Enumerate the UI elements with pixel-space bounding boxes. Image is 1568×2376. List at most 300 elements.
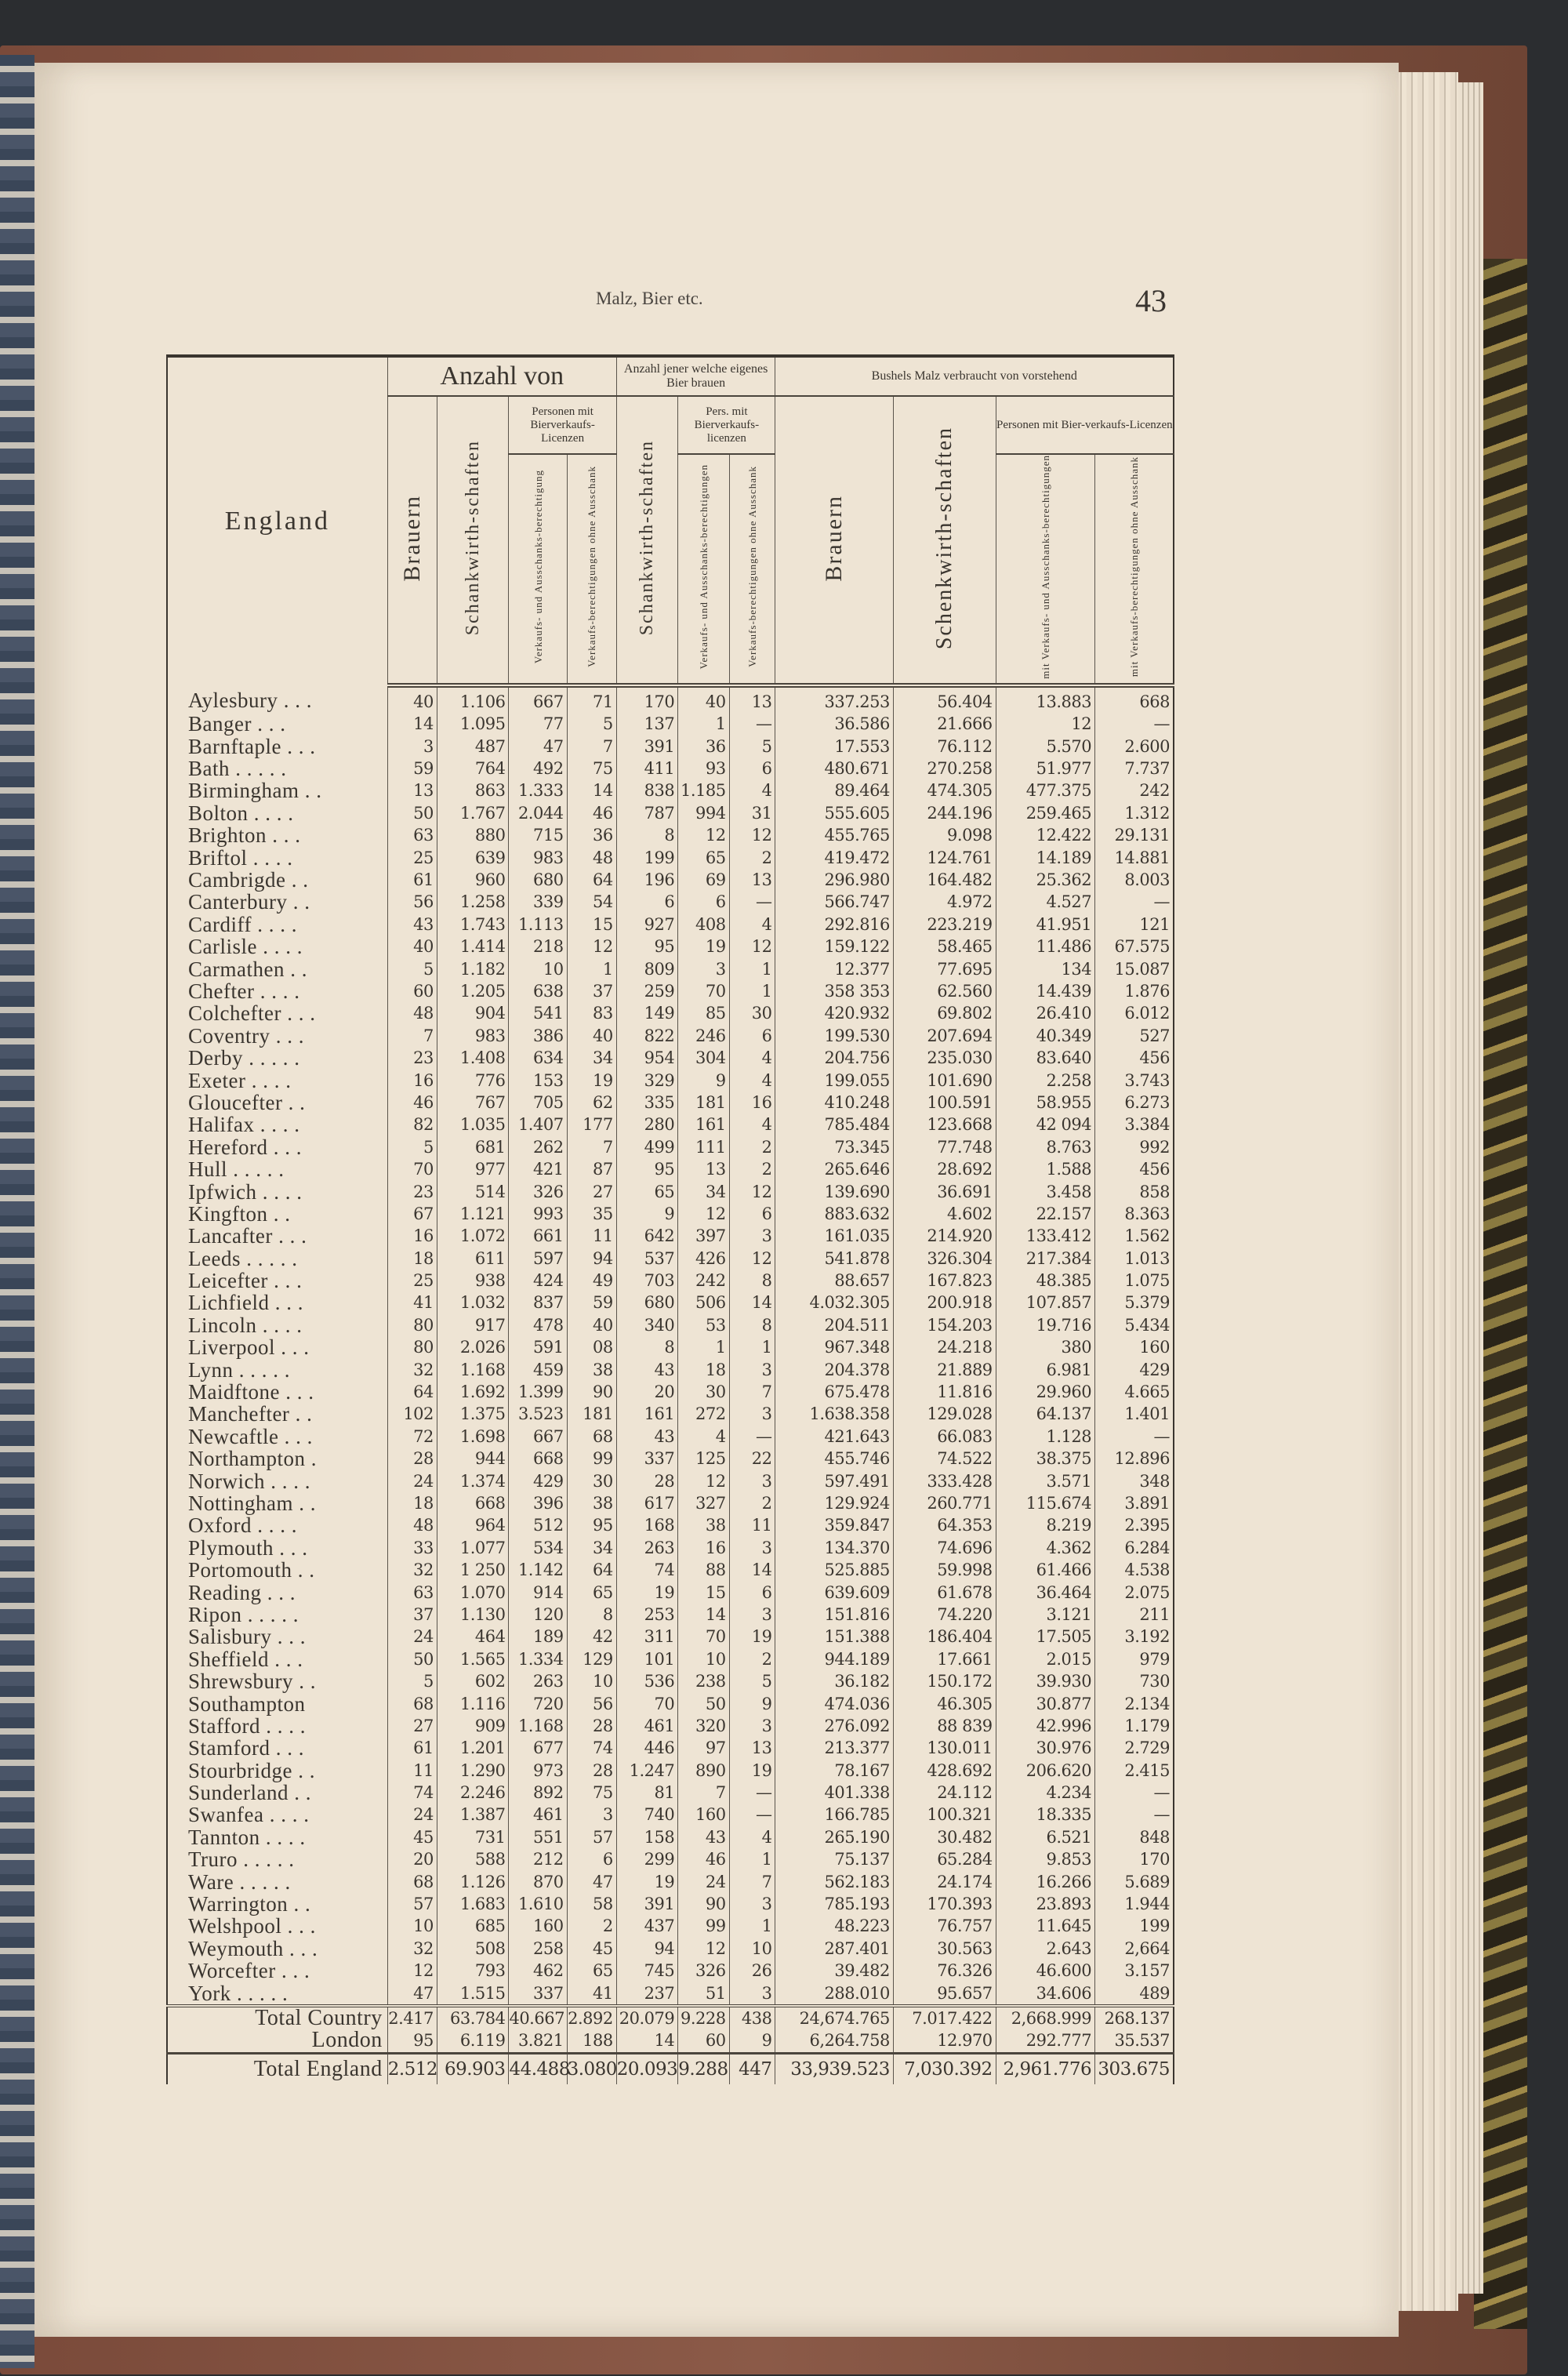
table-row bbox=[167, 1470, 1174, 1491]
table-cell: 11 bbox=[729, 1514, 775, 1536]
row-label: Kingfton . . bbox=[167, 1203, 387, 1225]
table-cell: 2 bbox=[729, 1492, 775, 1514]
table-cell: 667 bbox=[509, 1426, 567, 1448]
table-cell: 199.055 bbox=[775, 1069, 893, 1091]
table-cell: 56 bbox=[567, 1692, 616, 1714]
table-cell: 43 bbox=[616, 1426, 677, 1448]
table-cell: 1.185 bbox=[678, 779, 729, 801]
table-cell: 12 bbox=[678, 1203, 729, 1225]
table-cell: 42.996 bbox=[996, 1715, 1094, 1737]
table-cell: 715 bbox=[509, 824, 567, 846]
table-cell: 64.353 bbox=[893, 1514, 996, 1536]
table-cell: 464 bbox=[437, 1626, 509, 1648]
table-cell: 1 bbox=[729, 1915, 775, 1937]
table-cell: 1.698 bbox=[437, 1426, 509, 1448]
row-label: Sunderland . . bbox=[167, 1782, 387, 1804]
table-cell: 944 bbox=[437, 1448, 509, 1470]
table-cell: 12.970 bbox=[893, 2029, 996, 2053]
table-cell: 30 bbox=[729, 1002, 775, 1024]
table-cell: 88 bbox=[678, 1559, 729, 1581]
row-label: Leicefter . . . bbox=[167, 1270, 387, 1292]
table-cell: 668 bbox=[437, 1492, 509, 1514]
table-cell: 199.530 bbox=[775, 1025, 893, 1047]
table-cell: 62.560 bbox=[893, 980, 996, 1002]
row-label: Manchefter . . bbox=[167, 1403, 387, 1425]
table-cell: 477.375 bbox=[996, 779, 1094, 801]
table-cell: 551 bbox=[509, 1826, 567, 1848]
table-cell: 1.247 bbox=[616, 1759, 677, 1781]
table-cell: 508 bbox=[437, 1938, 509, 1960]
table-cell: 512 bbox=[509, 1514, 567, 1536]
table-cell: 2.075 bbox=[1095, 1581, 1174, 1603]
table-cell: 23.893 bbox=[996, 1893, 1094, 1915]
table-cell: 745 bbox=[616, 1960, 677, 1982]
table-cell: 944.189 bbox=[775, 1648, 893, 1670]
table-cell: 154.203 bbox=[893, 1314, 996, 1336]
table-cell: 58.955 bbox=[996, 1092, 1094, 1114]
table-cell: 51.977 bbox=[996, 757, 1094, 779]
table-cell: 263 bbox=[616, 1537, 677, 1559]
column-header-verkaufs-ausschank: Verkaufs- und Ausschanks-berechtigung bbox=[509, 454, 567, 685]
table-cell: 4.032.305 bbox=[775, 1292, 893, 1313]
table-row bbox=[167, 1203, 1174, 1225]
table-cell: 5 bbox=[387, 1136, 437, 1158]
table-cell: 809 bbox=[616, 957, 677, 979]
table-cell: 164.482 bbox=[893, 869, 996, 891]
table-cell: 129 bbox=[567, 1648, 616, 1670]
table-cell: 668 bbox=[509, 1448, 567, 1470]
table-cell: 6.012 bbox=[1095, 1002, 1174, 1024]
row-label: Birmingham . . bbox=[167, 779, 387, 801]
table-cell: 158 bbox=[616, 1826, 677, 1848]
table-cell: 740 bbox=[616, 1804, 677, 1826]
row-label: Total England bbox=[167, 2053, 387, 2084]
table-cell: 65 bbox=[616, 1180, 677, 1202]
table-row bbox=[167, 1514, 1174, 1536]
table-cell: 456 bbox=[1095, 1047, 1174, 1069]
table-cell: 124.761 bbox=[893, 846, 996, 868]
table-cell: 133.412 bbox=[996, 1225, 1094, 1247]
table-cell: 537 bbox=[616, 1248, 677, 1270]
table-cell: 139.690 bbox=[775, 1180, 893, 1202]
table-cell: 204.378 bbox=[775, 1358, 893, 1380]
table-cell: 13 bbox=[729, 869, 775, 891]
table-cell: 26 bbox=[729, 1960, 775, 1982]
row-label: Portomouth . . bbox=[167, 1559, 387, 1581]
table-cell: 41 bbox=[387, 1292, 437, 1313]
table-cell: 199 bbox=[1095, 1915, 1174, 1937]
table-cell: 34 bbox=[567, 1047, 616, 1069]
table-cell: 65 bbox=[678, 846, 729, 868]
table-cell: 3 bbox=[729, 1537, 775, 1559]
page-stack bbox=[1396, 72, 1458, 2311]
table-cell: 562.183 bbox=[775, 1870, 893, 1892]
table-cell: 69 bbox=[678, 869, 729, 891]
table-cell: 30.563 bbox=[893, 1938, 996, 1960]
table-cell: 23 bbox=[387, 1047, 437, 1069]
table-cell: 4.665 bbox=[1095, 1381, 1174, 1403]
table-cell: 28 bbox=[567, 1715, 616, 1737]
table-cell: 83 bbox=[567, 1002, 616, 1024]
table-cell: 326.304 bbox=[893, 1248, 996, 1270]
table-cell: 276.092 bbox=[775, 1715, 893, 1737]
table-cell: 1.035 bbox=[437, 1114, 509, 1135]
table-cell: 1.205 bbox=[437, 980, 509, 1002]
table-row bbox=[167, 1114, 1174, 1135]
table-cell: 617 bbox=[616, 1492, 677, 1514]
table-cell: 76.757 bbox=[893, 1915, 996, 1937]
table-cell: 2,668.999 bbox=[996, 2006, 1094, 2029]
table-cell: 177 bbox=[567, 1114, 616, 1135]
table-cell: 8 bbox=[729, 1314, 775, 1336]
table-cell: 4 bbox=[729, 779, 775, 801]
table-cell: 20 bbox=[387, 1848, 437, 1870]
table-cell: 77.695 bbox=[893, 957, 996, 979]
table-cell: 359.847 bbox=[775, 1514, 893, 1536]
table-cell: 43 bbox=[616, 1358, 677, 1380]
table-cell: 6 bbox=[616, 891, 677, 913]
table-cell: 7.737 bbox=[1095, 757, 1174, 779]
table-cell: 424 bbox=[509, 1270, 567, 1292]
table-cell: 337 bbox=[509, 1982, 567, 2005]
statistics-table-container bbox=[166, 354, 1174, 2084]
table-cell: 50 bbox=[387, 802, 437, 824]
table-cell: 12 bbox=[387, 1960, 437, 1982]
table-row bbox=[167, 1002, 1174, 1024]
table-cell: 60 bbox=[387, 980, 437, 1002]
table-cell: 5 bbox=[387, 1670, 437, 1692]
group-header-bushels-malz: Bushels Malz verbraucht von vorstehend bbox=[775, 356, 1174, 396]
table-row bbox=[167, 869, 1174, 891]
table-cell: 263 bbox=[509, 1670, 567, 1692]
table-cell: 340 bbox=[616, 1314, 677, 1336]
table-cell: 288.010 bbox=[775, 1982, 893, 2005]
table-cell: 30 bbox=[567, 1470, 616, 1491]
table-cell: 2,961.776 bbox=[996, 2053, 1094, 2084]
table-cell: 1.683 bbox=[437, 1893, 509, 1915]
table-cell: 639 bbox=[437, 846, 509, 868]
running-head: Malz, Bier etc. bbox=[596, 289, 703, 308]
table-cell: 64 bbox=[567, 869, 616, 891]
table-cell: 74 bbox=[616, 1559, 677, 1581]
table-cell: 259 bbox=[616, 980, 677, 1002]
table-cell: 10 bbox=[509, 957, 567, 979]
table-cell: 196 bbox=[616, 869, 677, 891]
table-row bbox=[167, 1403, 1174, 1425]
page-stack-outer bbox=[1458, 82, 1483, 2294]
row-label: Newcaftle . . . bbox=[167, 1426, 387, 1448]
table-cell: 100.591 bbox=[893, 1092, 996, 1114]
table-cell: 35.537 bbox=[1095, 2029, 1174, 2053]
table-cell: 870 bbox=[509, 1870, 567, 1892]
table-row bbox=[167, 757, 1174, 779]
table-cell: 917 bbox=[437, 1314, 509, 1336]
table-cell: 391 bbox=[616, 736, 677, 757]
table-cell: 35 bbox=[567, 1203, 616, 1225]
table-cell: 149 bbox=[616, 1002, 677, 1024]
table-cell: 238 bbox=[678, 1670, 729, 1692]
table-cell: 161 bbox=[678, 1114, 729, 1135]
column-header-schankwirthschaften: Schankwirth-schaften bbox=[437, 396, 509, 685]
table-cell: — bbox=[729, 891, 775, 913]
table-row bbox=[167, 1893, 1174, 1915]
table-cell: 6.521 bbox=[996, 1826, 1094, 1848]
table-cell: 8.003 bbox=[1095, 869, 1174, 891]
table-cell: 58.465 bbox=[893, 936, 996, 957]
table-cell: 30.877 bbox=[996, 1692, 1094, 1714]
row-label: Plymouth . . . bbox=[167, 1537, 387, 1559]
table-cell: 123.668 bbox=[893, 1114, 996, 1135]
table-cell: 200.918 bbox=[893, 1292, 996, 1313]
table-cell: 7 bbox=[567, 1136, 616, 1158]
table-cell: 9.853 bbox=[996, 1848, 1094, 1870]
table-cell: 34.606 bbox=[996, 1982, 1094, 2005]
table-cell: 46 bbox=[567, 802, 616, 824]
table-cell: 1 bbox=[729, 1848, 775, 1870]
table-cell: 10 bbox=[567, 1670, 616, 1692]
table-cell: 438 bbox=[729, 2006, 775, 2029]
table-cell: 258 bbox=[509, 1938, 567, 1960]
table-cell: 2 bbox=[729, 846, 775, 868]
table-cell: 880 bbox=[437, 824, 509, 846]
table-cell: 661 bbox=[509, 1225, 567, 1247]
table-cell: 48.223 bbox=[775, 1915, 893, 1937]
table-cell: 1.290 bbox=[437, 1759, 509, 1781]
table-row bbox=[167, 1158, 1174, 1180]
row-label: Hull . . . . . bbox=[167, 1158, 387, 1180]
table-cell: 680 bbox=[616, 1292, 677, 1313]
table-cell: 259.465 bbox=[996, 802, 1094, 824]
table-cell: 13 bbox=[387, 779, 437, 801]
table-cell: 213.377 bbox=[775, 1737, 893, 1759]
table-cell: 421.643 bbox=[775, 1426, 893, 1448]
table-cell: 206.620 bbox=[996, 1759, 1094, 1781]
row-label: Ware . . . . . bbox=[167, 1870, 387, 1892]
table-cell: 53 bbox=[678, 1314, 729, 1336]
table-row bbox=[167, 980, 1174, 1002]
table-cell: 764 bbox=[437, 757, 509, 779]
table-cell: 56.404 bbox=[893, 685, 996, 713]
table-cell: 386 bbox=[509, 1025, 567, 1047]
table-cell: 1.638.358 bbox=[775, 1403, 893, 1425]
table-cell: — bbox=[729, 1804, 775, 1826]
table-cell: 1.106 bbox=[437, 685, 509, 713]
table-cell: 60 bbox=[678, 2029, 729, 2053]
table-row bbox=[167, 1448, 1174, 1470]
table-row bbox=[167, 1136, 1174, 1158]
table-cell: — bbox=[729, 1782, 775, 1804]
table-cell: 212 bbox=[509, 1848, 567, 1870]
table-cell: 474.305 bbox=[893, 779, 996, 801]
table-cell: 287.401 bbox=[775, 1938, 893, 1960]
row-label: Worcefter . . . bbox=[167, 1960, 387, 1982]
table-cell: 204.756 bbox=[775, 1047, 893, 1069]
table-cell: 207.694 bbox=[893, 1025, 996, 1047]
table-cell: 37 bbox=[387, 1604, 437, 1626]
table-cell: 292.816 bbox=[775, 914, 893, 936]
table-cell: 42 094 bbox=[996, 1114, 1094, 1135]
table-cell: 38 bbox=[567, 1358, 616, 1380]
row-label: Aylesbury . . . bbox=[167, 685, 387, 713]
table-cell: 74 bbox=[567, 1737, 616, 1759]
table-cell: — bbox=[1095, 891, 1174, 913]
table-cell: 168 bbox=[616, 1514, 677, 1536]
table-cell: 23 bbox=[387, 1180, 437, 1202]
table-cell: 1.128 bbox=[996, 1426, 1094, 1448]
table-row bbox=[167, 1092, 1174, 1114]
table-cell: 8.363 bbox=[1095, 1203, 1174, 1225]
table-row bbox=[167, 1626, 1174, 1648]
table-cell: 541 bbox=[509, 1002, 567, 1024]
table-cell: 1.095 bbox=[437, 713, 509, 735]
table-cell: 120 bbox=[509, 1604, 567, 1626]
table-cell: 1.312 bbox=[1095, 802, 1174, 824]
row-label: Barnftaple . . . bbox=[167, 736, 387, 757]
table-cell: 967.348 bbox=[775, 1336, 893, 1358]
table-cell: 11 bbox=[387, 1759, 437, 1781]
table-cell: 64.137 bbox=[996, 1403, 1094, 1425]
table-cell: 1.692 bbox=[437, 1381, 509, 1403]
table-cell: 73.345 bbox=[775, 1136, 893, 1158]
table-cell: 30.976 bbox=[996, 1737, 1094, 1759]
table-cell: 358 353 bbox=[775, 980, 893, 1002]
table-row bbox=[167, 1670, 1174, 1692]
table-cell: 9.098 bbox=[893, 824, 996, 846]
table-cell: 397 bbox=[678, 1225, 729, 1247]
table-cell: 95 bbox=[387, 2029, 437, 2053]
row-label: Canterbury . . bbox=[167, 891, 387, 913]
row-label: Weymouth . . . bbox=[167, 1938, 387, 1960]
table-row bbox=[167, 1581, 1174, 1603]
table-cell: 129.028 bbox=[893, 1403, 996, 1425]
table-cell: 40 bbox=[387, 685, 437, 713]
table-cell: 32 bbox=[387, 1358, 437, 1380]
table-cell: 11.816 bbox=[893, 1381, 996, 1403]
row-label: Carlisle . . . . bbox=[167, 936, 387, 957]
table-cell: 160 bbox=[678, 1804, 729, 1826]
table-cell: 87 bbox=[567, 1158, 616, 1180]
table-cell: 1.407 bbox=[509, 1114, 567, 1135]
table-cell: 3.523 bbox=[509, 1403, 567, 1425]
table-cell: 2.026 bbox=[437, 1336, 509, 1358]
table-cell: 1 bbox=[729, 1336, 775, 1358]
table-cell: 19 bbox=[616, 1581, 677, 1603]
table-cell: 1.565 bbox=[437, 1648, 509, 1670]
table-cell: 787 bbox=[616, 802, 677, 824]
table-cell: 14.881 bbox=[1095, 846, 1174, 868]
table-cell: 111 bbox=[678, 1136, 729, 1158]
table-cell: 10 bbox=[678, 1648, 729, 1670]
table-cell: 2.417 bbox=[387, 2006, 437, 2029]
table-cell: 15.087 bbox=[1095, 957, 1174, 979]
table-cell: 1.077 bbox=[437, 1537, 509, 1559]
table-cell: 588 bbox=[437, 1848, 509, 1870]
table-cell: 2.044 bbox=[509, 802, 567, 824]
table-cell: 16 bbox=[678, 1537, 729, 1559]
table-cell: 39.482 bbox=[775, 1960, 893, 1982]
row-label: Lynn . . . . . bbox=[167, 1358, 387, 1380]
table-cell: 24 bbox=[678, 1870, 729, 1892]
table-cell: 33,939.523 bbox=[775, 2053, 893, 2084]
table-cell: 437 bbox=[616, 1915, 677, 1937]
table-cell: 3.080 bbox=[567, 2053, 616, 2084]
table-cell: 33 bbox=[387, 1537, 437, 1559]
table-cell: 420.932 bbox=[775, 1002, 893, 1024]
table-cell: 38.375 bbox=[996, 1448, 1094, 1470]
table-cell: 634 bbox=[509, 1047, 567, 1069]
table-row bbox=[167, 1336, 1174, 1358]
table-cell: 81 bbox=[616, 1782, 677, 1804]
row-label: Swanfea . . . . bbox=[167, 1804, 387, 1826]
table-cell: 1.414 bbox=[437, 936, 509, 957]
table-cell: 705 bbox=[509, 1092, 567, 1114]
table-cell: 428.692 bbox=[893, 1759, 996, 1781]
table-row bbox=[167, 957, 1174, 979]
table-cell: 70 bbox=[616, 1692, 677, 1714]
table-cell: 992 bbox=[1095, 1136, 1174, 1158]
table-cell: 1.588 bbox=[996, 1158, 1094, 1180]
table-row bbox=[167, 1069, 1174, 1091]
table-cell: 65 bbox=[567, 1960, 616, 1982]
table-cell: 31 bbox=[729, 802, 775, 824]
london-row bbox=[167, 2029, 1174, 2053]
table-cell: 16.266 bbox=[996, 1870, 1094, 1892]
table-cell: 134.370 bbox=[775, 1537, 893, 1559]
table-cell: 1.121 bbox=[437, 1203, 509, 1225]
table-cell: 80 bbox=[387, 1314, 437, 1336]
table-cell: 675.478 bbox=[775, 1381, 893, 1403]
table-cell: 13.883 bbox=[996, 685, 1094, 713]
row-label: Sheffield . . . bbox=[167, 1648, 387, 1670]
table-row bbox=[167, 1782, 1174, 1804]
table-cell: 95 bbox=[616, 936, 677, 957]
row-label: Halifax . . . . bbox=[167, 1114, 387, 1135]
table-cell: 1.032 bbox=[437, 1292, 509, 1313]
table-cell: 461 bbox=[616, 1715, 677, 1737]
row-label: Ipfwich . . . . bbox=[167, 1180, 387, 1202]
table-cell: 70 bbox=[678, 980, 729, 1002]
column-header-mit-verkaufs-ausschank: mit Verkaufs- und Ausschanks-berechtigungen bbox=[996, 454, 1094, 685]
table-cell: 211 bbox=[1095, 1604, 1174, 1626]
table-cell: 24,674.765 bbox=[775, 2006, 893, 2029]
total-country-row bbox=[167, 2006, 1174, 2029]
table-cell: 69.802 bbox=[893, 1002, 996, 1024]
table-cell: 49 bbox=[567, 1270, 616, 1292]
table-cell: 246 bbox=[678, 1025, 729, 1047]
table-cell: 938 bbox=[437, 1270, 509, 1292]
group-header-eigenes-bier: Anzahl jener welche eigenes Bier brauen bbox=[616, 356, 775, 396]
table-cell: 1.126 bbox=[437, 1870, 509, 1892]
table-cell: 36 bbox=[678, 736, 729, 757]
table-row bbox=[167, 1915, 1174, 1937]
table-cell: 75 bbox=[567, 1782, 616, 1804]
table-cell: 101.690 bbox=[893, 1069, 996, 1091]
table-cell: 37 bbox=[567, 980, 616, 1002]
table-cell: — bbox=[1095, 1782, 1174, 1804]
table-cell: 14.189 bbox=[996, 846, 1094, 868]
table-cell: 129.924 bbox=[775, 1492, 893, 1514]
table-cell: 3 bbox=[729, 1403, 775, 1425]
table-cell: 534 bbox=[509, 1537, 567, 1559]
table-cell: 262 bbox=[509, 1136, 567, 1158]
table-cell: 160 bbox=[509, 1915, 567, 1937]
row-label: Stamford . . . bbox=[167, 1737, 387, 1759]
table-cell: 514 bbox=[437, 1180, 509, 1202]
table-cell: 36.586 bbox=[775, 713, 893, 735]
table-cell: 265.646 bbox=[775, 1158, 893, 1180]
table-cell: 446 bbox=[616, 1737, 677, 1759]
table-cell: 19 bbox=[729, 1759, 775, 1781]
